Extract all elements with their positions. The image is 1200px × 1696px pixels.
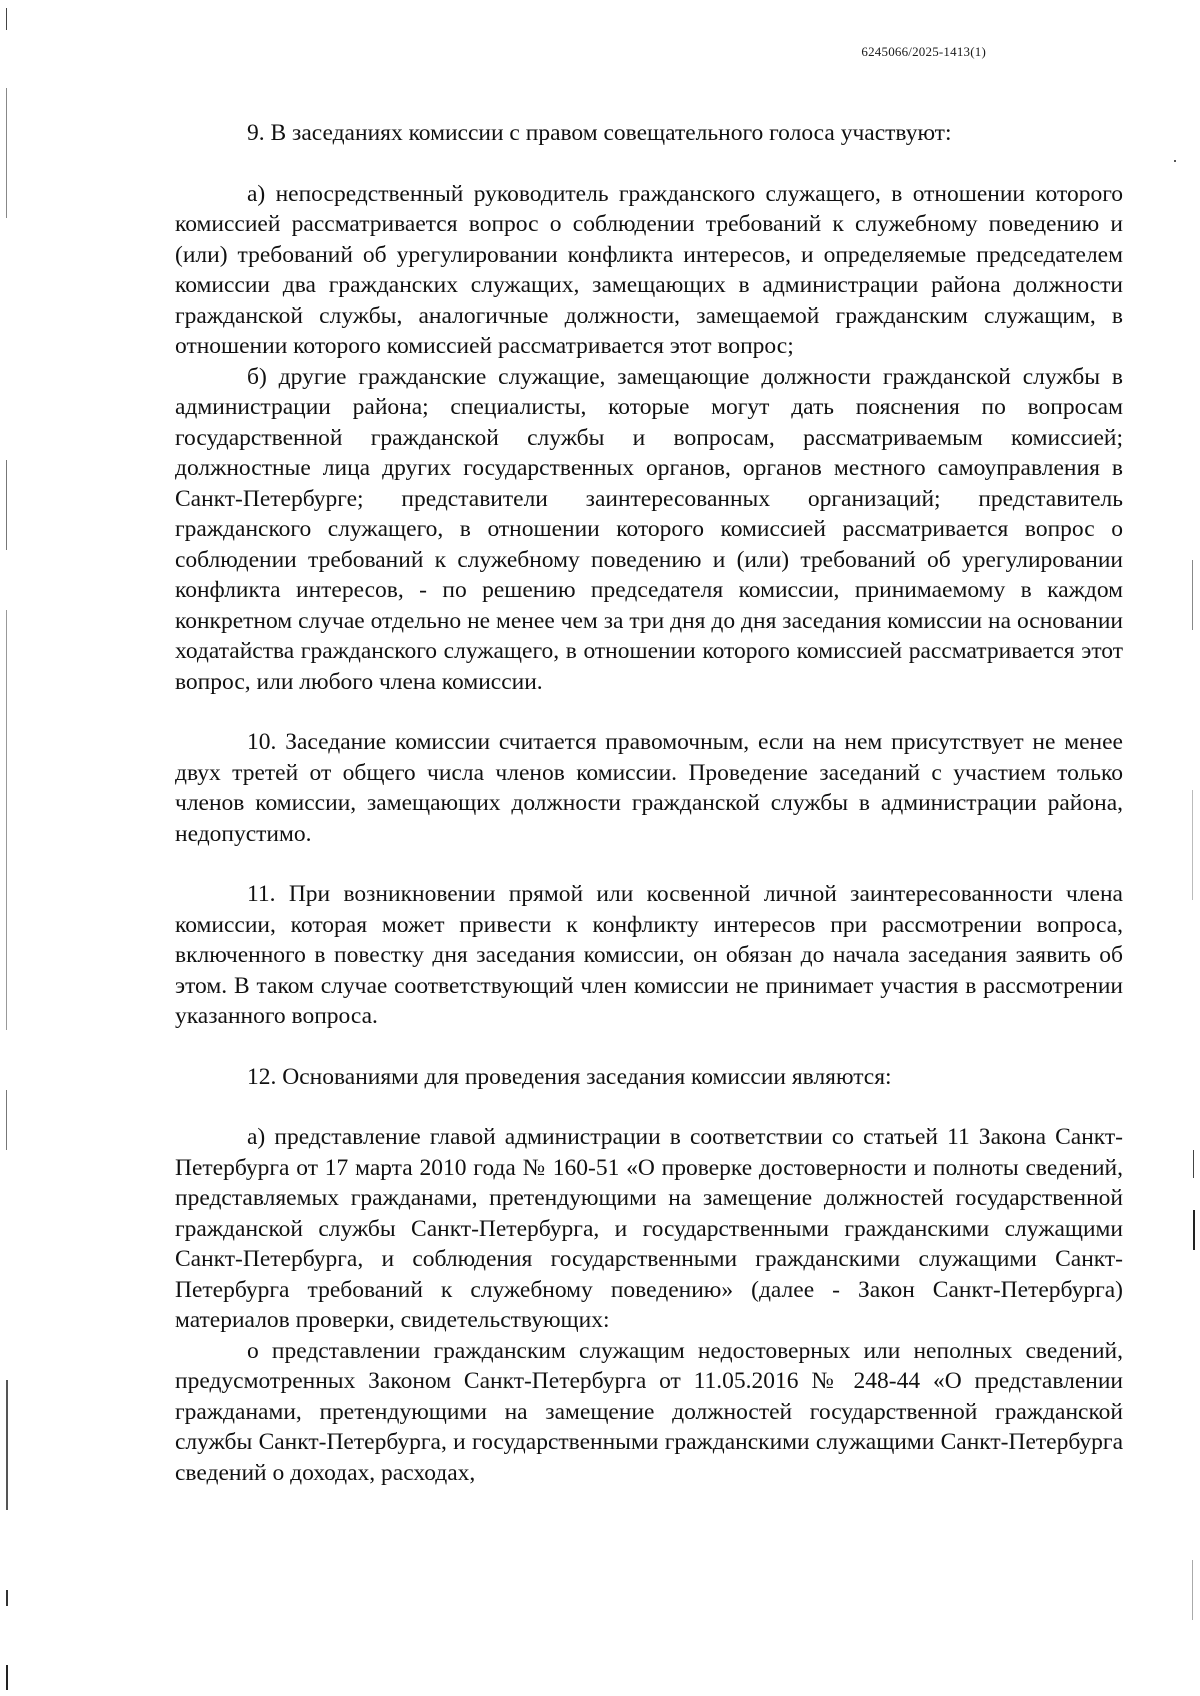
document-number: 6245066/2025-1413(1) <box>861 44 986 59</box>
scan-artifact <box>6 8 7 30</box>
scan-artifact <box>6 1090 7 1150</box>
scan-artifact <box>6 460 7 550</box>
scan-artifact <box>1193 1210 1195 1250</box>
paragraph-11: 11. При возникновении прямой или косвенной личной заинтересованности члена комиссии, которая может привести к конфликту интересов при рассмотрении вопроса, включенного в повестку дня заседания комиссии, он обязан до начала заседания заявить об этом. В таком случае соответствующий член комиссии не принимает участия в рассмотрении указанного вопроса. <box>175 881 1123 1029</box>
scan-artifact <box>6 1665 8 1690</box>
paragraph-10: 10. Заседание комиссии считается правомочным, если на нем присутствует не менее двух третей от общего числа членов комиссии. Проведение заседаний с участием только членов комиссии, замещающих должности гражданской службы в администрации района, недопустимо. <box>175 729 1123 847</box>
scan-artifact <box>1193 1150 1194 1178</box>
paragraph-9-intro: 9. В заседаниях комиссии с правом совещательного голоса участвуют: <box>247 120 952 146</box>
scan-artifact <box>6 1590 8 1606</box>
paragraph-9-b: б) другие гражданские служащие, замещающие должности гражданской службы в администрации района; специалисты, которые могут дать пояснения по вопросам государственной гражданской службы и вопросам, рассматриваемым комиссией; должностные лица других государственных органов, органов местного самоуправления в Санкт-Петербурге; представители заинтересованных организаций; представитель гражданского служащего, в отношении которого комиссией рассматривается вопрос о соблюдении требований к служебному поведению и (или) требований об урегулировании конфликта интересов, - по решению председателя комиссии, принимаемому в каждом конкретном случае отдельно не менее чем за три дня до дня заседания комиссии на основании ходатайства гражданского служащего, в отношении которого комиссией рассматривается этот вопрос, или любого члена комиссии. <box>175 363 1123 695</box>
paragraph-12-a-item: о представлении гражданским служащим недостоверных или неполных сведений, предусмотренных Законом Санкт-Петербурга от 11.05.2016 № 248-44 «О представлении гражданами, претендующими на замещение должностей государственной гражданской службы Санкт-Петербурга, и государственными гражданскими служащими Санкт-Петербурга сведений о доходах, расходах, <box>175 1337 1123 1486</box>
paragraph-12-a: а) представление главой администрации в соответствии со статьей 11 Закона Санкт-Петербурга от 17 марта 2010 года № 160-51 «О проверке достоверности и полноты сведений, представляемых гражданами, претендующими на замещение должностей государственной гражданской службы Санкт-Петербурга, и государственными гражданскими служащими Санкт-Петербурга, и соблюдения государственными гражданскими служащими Санкт-Петербурга требований к служебному поведению» (далее - Закон Санкт-Петербурга) материалов проверки, свидетельствующих: <box>175 1124 1123 1333</box>
scan-artifact <box>1174 160 1176 162</box>
scan-artifact <box>6 610 7 1030</box>
scan-artifact <box>1192 790 1193 900</box>
scan-artifact <box>1192 560 1193 630</box>
scan-artifact <box>6 1380 8 1510</box>
document-body <box>175 118 1123 1488</box>
scan-artifact <box>6 88 7 218</box>
paragraph-9-a: а) непосредственный руководитель гражданского служащего, в отношении которого комиссией рассматривается вопрос о соблюдении требований к служебному поведению и (или) требований об урегулировании конфликта интересов, и определяемые председателем комиссии два гражданских служащих, замещающих в администрации района должности гражданской службы, аналогичные должности, замещаемой гражданским служащим, в отношении которого комиссией рассматривается этот вопрос; <box>175 180 1123 359</box>
paragraph-12-intro: 12. Основаниями для проведения заседания комиссии являются: <box>247 1063 892 1090</box>
scan-artifact <box>1192 1560 1193 1620</box>
